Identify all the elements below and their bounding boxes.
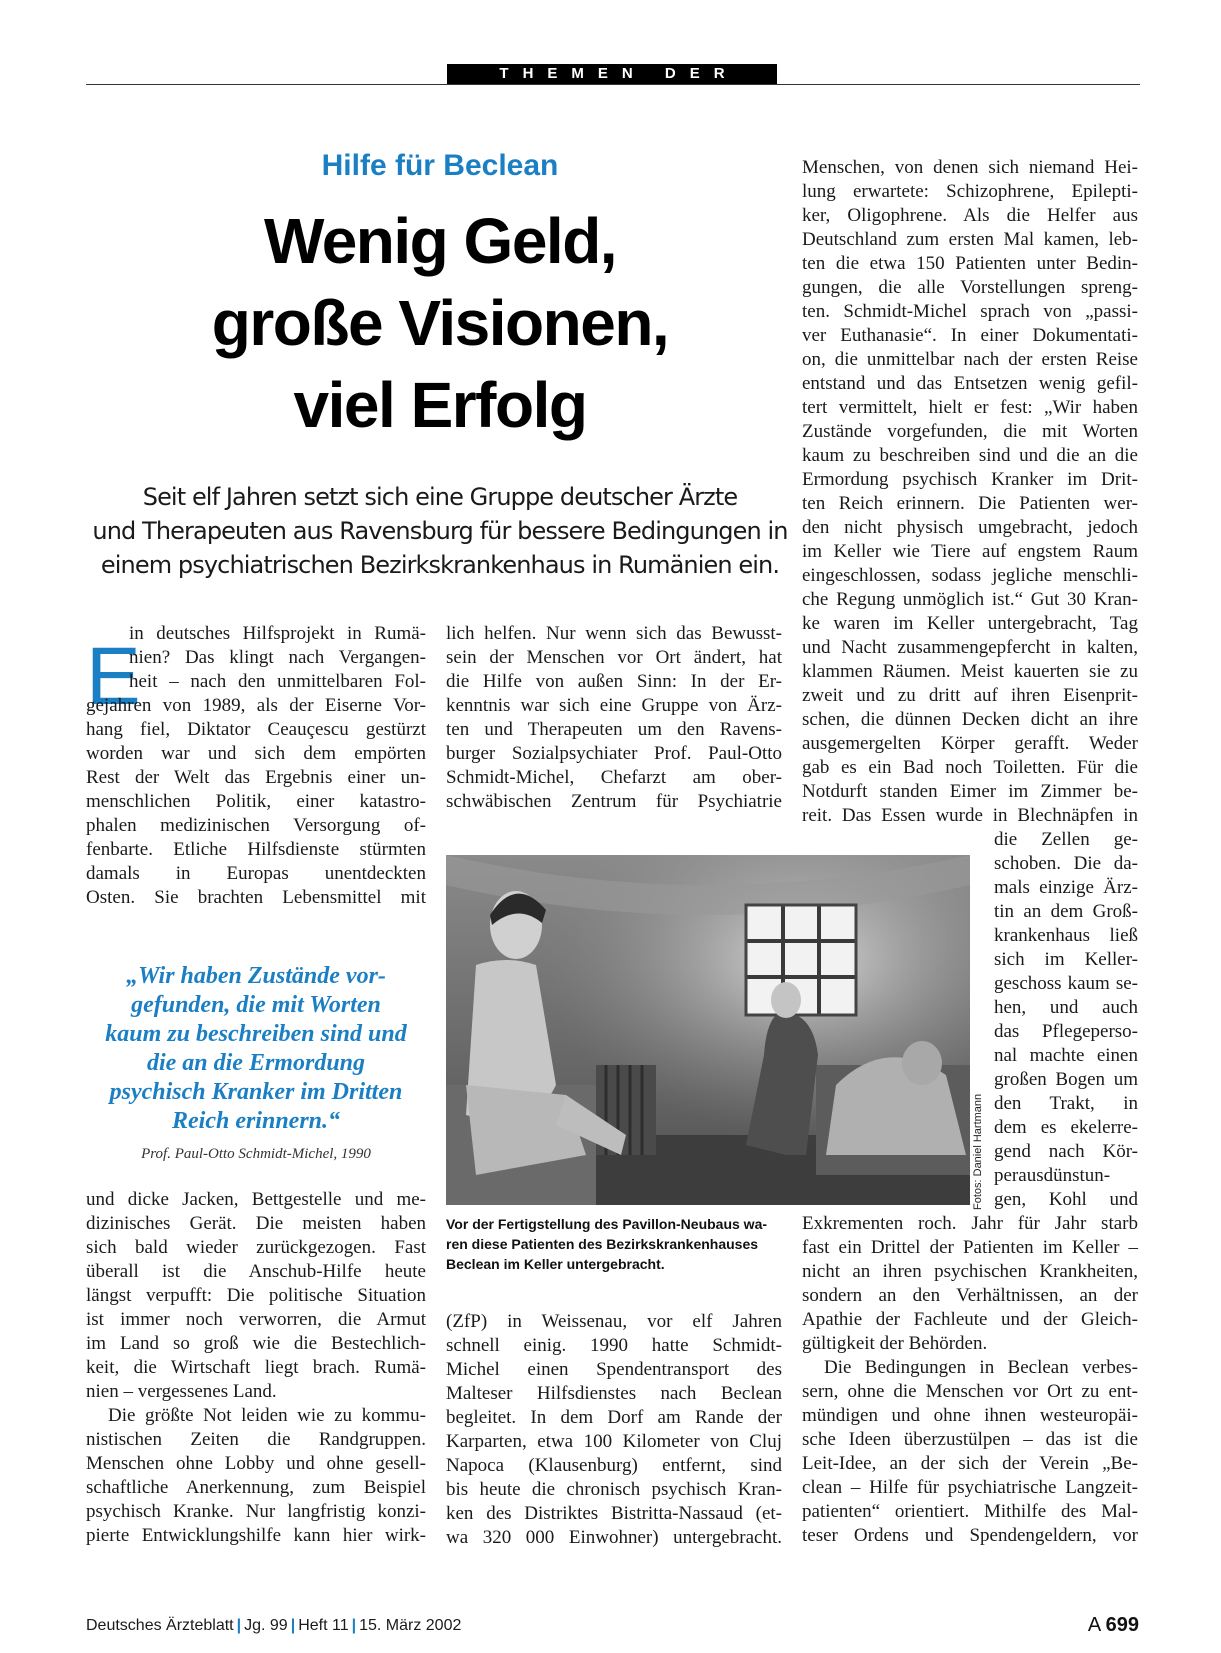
text-line: schaftliche Anerkennung, zum Beispiel [86, 1477, 426, 1498]
footer-separator: | [236, 1617, 242, 1634]
text-line: großen Bogen um [994, 1069, 1138, 1090]
page-footer [86, 1617, 461, 1635]
drop-cap: E [86, 631, 141, 722]
text-line: ken des Distriktes Bistritta-Nassaud (et- [446, 1503, 782, 1524]
text-line: Menschen ohne Lobby und ohne gesell- [86, 1453, 426, 1474]
page-number [1088, 1614, 1139, 1637]
text-line: hang fiel, Diktator Ceauçescu gestürzt [86, 719, 426, 740]
text-line: ker, Oligophrene. Als die Helfer aus [802, 205, 1138, 226]
footer-journal: Deutsches Ärzteblatt [86, 1617, 234, 1634]
text-line: im Keller wie Tiere auf engstem Raum [802, 541, 1138, 562]
footer-separator: | [290, 1617, 296, 1634]
text-line: ke waren im Keller untergebracht, Tag [802, 613, 1138, 634]
headline-line: große Visionen, [211, 287, 669, 359]
text-line: geschoss kaum se- [994, 973, 1138, 994]
text-line: nal machte einen [994, 1045, 1138, 1066]
text-line: die Hilfe von außen Sinn: In der Er- [446, 671, 782, 692]
text-line: mals einzige Ärz- [994, 877, 1138, 898]
text-line: worden war und sich dem empörten [86, 743, 426, 764]
text-line: clean – Hilfe für psychiatrische Langzeit- [802, 1477, 1138, 1498]
text-line: hen, und auch [994, 997, 1138, 1018]
text-line: Leit-Idee, an der sich der Verein „Be- [802, 1453, 1138, 1474]
text-line: lung erwartete: Schizophrene, Epilepti- [802, 181, 1138, 202]
text-line: Zustände vorgefunden, die mit Worten [802, 421, 1138, 442]
photo-credit: Fotos: Daniel Hartmann [972, 1093, 984, 1210]
pull-quote-line: gefunden, die mit Worten [131, 992, 381, 1018]
text-line: ten die etwa 150 Patienten unter Bedin- [802, 253, 1138, 274]
text-line: nicht an ihren psychischen Krankheiten, [802, 1261, 1138, 1282]
text-line: reit. Das Essen wurde in Blechnäpfen in [802, 805, 1138, 826]
text-line: teser Ordens und Spendengeldern, vor [802, 1525, 1138, 1546]
text-line: kenntnis war sich eine Gruppe von Ärz- [446, 695, 782, 716]
text-line: tert vermittelt, hielt er fest: „Wir haben [802, 397, 1138, 418]
text-line: sern, ohne die Menschen vor Ort zu ent- [802, 1381, 1138, 1402]
text-line: schnell einig. 1990 hatte Schmidt- [446, 1335, 782, 1356]
text-line: Rest der Welt das Ergebnis einer un- [86, 767, 426, 788]
text-line: wa 320 000 Einwohner) untergebracht. [446, 1527, 782, 1548]
pull-quote [86, 962, 426, 1136]
caption-line: Vor der Fertigstellung des Pavillon-Neubaus wa- [446, 1216, 768, 1232]
text-line: gab es ein Bad noch Toiletten. Für die [802, 757, 1138, 778]
text-line: Die größte Not leiden wie zu kommu- [108, 1405, 426, 1426]
text-line: ausgemergelten Körper gerafft. Weder [802, 733, 1138, 754]
text-line: (ZfP) in Weissenau, vor elf Jahren [446, 1311, 782, 1332]
text-line: eingeschlossen, sodass jegliche menschli- [802, 565, 1138, 586]
text-line: keit, die Wirtschaft liegt brach. Rumä- [86, 1357, 426, 1378]
text-line: Menschen, von denen sich niemand Hei- [802, 157, 1138, 178]
text-line: und dicke Jacken, Bettgestelle und me- [86, 1189, 426, 1210]
pull-quote-line: psychisch Kranker im Dritten [109, 1079, 403, 1105]
text-line: perausdünstun- [994, 1165, 1111, 1186]
text-line: Apathie der Fachleute und der Gleich- [802, 1309, 1138, 1330]
lead-line: und Therapeuten aus Ravensburg für bessere Bedingungen in [92, 517, 788, 545]
headline-line: viel Erfolg [293, 369, 587, 441]
text-line: nistischen Zeiten die Randgruppen. [86, 1429, 426, 1450]
text-line: Napoca (Klausenburg) entfernt, sind [446, 1455, 782, 1476]
text-line: ist immer noch verworren, die Armut [86, 1309, 426, 1330]
text-line: das Pflegeperso- [994, 1021, 1138, 1042]
text-line: den Trakt, in [994, 1093, 1138, 1114]
text-line: klammen Räumen. Meist kauerten sie zu [802, 661, 1138, 682]
text-line: sondern an den Verhältnissen, an der [802, 1285, 1138, 1306]
text-line: sein der Menschen vor Ort ändert, hat [446, 647, 782, 668]
text-line: phalen medizinischen Versorgung of- [86, 815, 426, 836]
text-line: den nicht physisch umgebracht, jedoch [802, 517, 1138, 538]
text-line: fast ein Drittel der Patienten im Keller – [802, 1237, 1138, 1258]
text-line: che Regung unmöglich ist.“ Gut 30 Kran- [802, 589, 1138, 610]
text-line: Malteser Hilfsdienstes nach Beclean [446, 1383, 782, 1404]
text-line: nien? Das klingt nach Vergangen- [129, 647, 426, 668]
pull-quote-line: Reich erinnern.“ [171, 1108, 341, 1134]
article-photo [446, 855, 970, 1205]
text-line: Michel einen Spendentransport des [446, 1359, 782, 1380]
text-line: krankenhaus ließ [994, 925, 1138, 946]
column-3-top [802, 156, 1138, 828]
text-line: schoben. Die da- [994, 853, 1138, 874]
photo-scene [446, 855, 970, 1205]
text-line: Deutschland zum ersten Mal kamen, leb- [802, 229, 1138, 250]
text-line: dizinisches Gerät. Die meisten haben [86, 1213, 426, 1234]
text-line: die Zellen ge- [994, 829, 1138, 850]
text-line: ver Euthanasie“. In einer Dokumentati- [802, 325, 1138, 346]
text-line: Osten. Sie brachten Lebensmittel mit [86, 887, 426, 908]
text-line: längst verpufft: Die politische Situation [86, 1285, 426, 1306]
text-line: psychisch Kranke. Nur langfristig konzi- [86, 1501, 426, 1522]
text-line: schen, die dünnen Decken dicht an ihre [802, 709, 1138, 730]
text-line: ten Reich erinnern. Die Patienten wer- [802, 493, 1138, 514]
text-line: dem es ekelerre- [994, 1117, 1138, 1138]
text-line: lich helfen. Nur wenn sich das Bewusst- [446, 623, 782, 644]
text-line: damals in Europas unentdeckten [86, 863, 426, 884]
text-line: in deutsches Hilfsprojekt in Rumä- [129, 623, 426, 644]
text-line: sich im Keller- [994, 949, 1138, 970]
text-line: entstand und das Entsetzen wenig gefil- [802, 373, 1138, 394]
text-line: Schmidt-Michel, Chefarzt am ober- [446, 767, 782, 788]
text-line: bis heute die chronisch psychisch Kran- [446, 1479, 782, 1500]
page-prefix: A [1087, 1614, 1101, 1636]
photo-caption [446, 1214, 782, 1274]
article-kicker: Hilfe für Beclean [321, 149, 559, 182]
lead-line: Seit elf Jahren setzt sich eine Gruppe deutscher Ärzte [142, 483, 738, 511]
column-2-top [446, 622, 782, 814]
text-line: und Nacht zusammengepfercht in kalten, [802, 637, 1138, 658]
text-line: begleitet. In dem Dorf am Rande der [446, 1407, 782, 1428]
footer-issue: Heft 11 [298, 1617, 349, 1634]
footer-separator: | [351, 1617, 357, 1634]
article-headline [90, 200, 790, 446]
pull-quote-line: die an die Ermordung [146, 1050, 366, 1076]
text-line: heit – nach den unmittelbaren Fol- [129, 671, 426, 692]
caption-line: ren diese Patienten des Bezirkskrankenhauses [446, 1236, 759, 1252]
text-line: Ermordung psychisch Kranker im Drit- [802, 469, 1138, 490]
column-3-narrow [994, 828, 1138, 1212]
text-line: Karparten, etwa 100 Kilometer von Cluj [446, 1431, 782, 1452]
text-line: Notdurft standen Eimer im Zimmer be- [802, 781, 1138, 802]
column-3-bottom [802, 1212, 1138, 1548]
column-2-bottom [446, 1310, 782, 1550]
text-line: im Land so groß wie die Bestechlich- [86, 1333, 426, 1354]
caption-line: Beclean im Keller untergebracht. [446, 1256, 665, 1272]
text-line: gültigkeit der Behörden. [802, 1333, 988, 1354]
pull-quote-attribution: Prof. Paul-Otto Schmidt-Michel, 1990 [141, 1146, 371, 1162]
text-line: kaum zu beschreiben sind und die an die [802, 445, 1138, 466]
text-line: fenbarte. Etliche Hilfsdienste stürmten [86, 839, 426, 860]
text-line: menschlichen Politik, einer katastro- [86, 791, 426, 812]
text-line: Exkrementen roch. Jahr für Jahr starb [802, 1213, 1138, 1234]
article-lead [86, 480, 794, 582]
text-line: burger Sozialpsychiater Prof. Paul-Otto [446, 743, 782, 764]
text-line: gen, Kohl und [994, 1189, 1138, 1210]
pull-quote-line: „Wir haben Zustände vor- [126, 963, 386, 989]
text-line: sche Ideen überzustülpen – das ist die [802, 1429, 1138, 1450]
text-line: überall ist die Anschub-Hilfe heute [86, 1261, 426, 1282]
text-line: pierte Entwicklungshilfe kann hier wirk- [86, 1525, 426, 1546]
lead-line: einem psychiatrischen Bezirkskrankenhaus in Rumänien ein. [100, 551, 780, 579]
text-line: nien – vergessenes Land. [86, 1381, 277, 1402]
column-1-bottom [86, 1188, 426, 1548]
text-line: schwäbischen Zentrum für Psychiatrie [446, 791, 782, 812]
text-line: ten. Schmidt-Michel sprach von „passi- [802, 301, 1138, 322]
text-line: sich bald wieder zurückgezogen. Fast [86, 1237, 426, 1258]
text-line: gejahren von 1989, als der Eiserne Vor- [86, 695, 426, 716]
headline-line: Wenig Geld, [263, 205, 617, 277]
text-line: zweit und zu dritt auf ihren Eisenprit- [802, 685, 1138, 706]
text-line: Die Bedingungen in Beclean verbes- [824, 1357, 1138, 1378]
text-line: gungen, die alle Vorstellungen spreng- [802, 277, 1138, 298]
text-line: tin an dem Groß- [994, 901, 1138, 922]
text-line: ten und Therapeuten um den Ravens- [446, 719, 782, 740]
text-line: on, die unmittelbar nach der ersten Reise [802, 349, 1138, 370]
text-line: patienten“ orientiert. Mithilfe des Mal- [802, 1501, 1138, 1522]
page-number-value: 699 [1105, 1614, 1139, 1636]
footer-date: 15. März 2002 [359, 1617, 462, 1634]
text-line: mündigen und ohne ihnen westeuropäi- [802, 1405, 1138, 1426]
footer-volume: Jg. 99 [244, 1617, 288, 1634]
pull-quote-line: kaum zu beschreiben sind und [105, 1021, 407, 1047]
column-1-top [86, 622, 426, 910]
text-line: gend nach Kör- [994, 1141, 1138, 1162]
section-label: THEMEN DER ZEIT [447, 64, 777, 84]
